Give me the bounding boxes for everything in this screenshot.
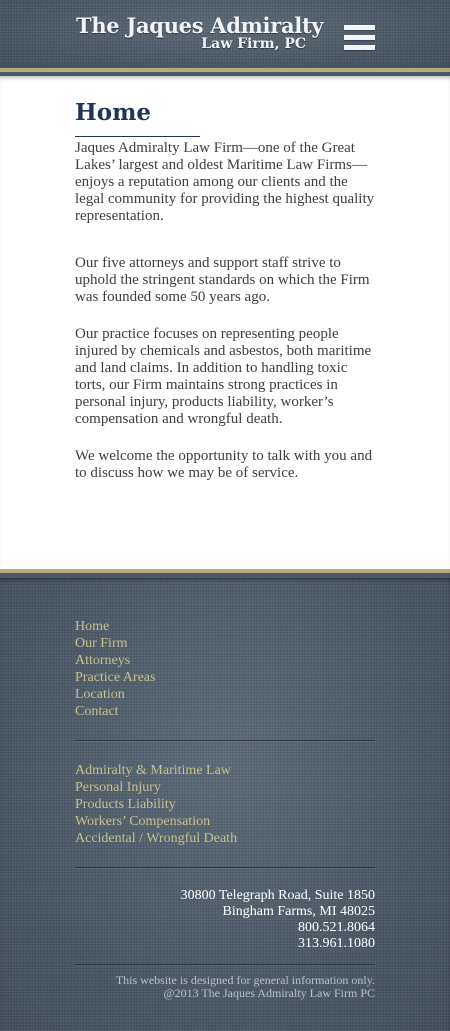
phone-local[interactable]: 313.961.1080 [298,936,375,951]
footer-link-contact[interactable]: Contact [75,704,119,719]
logo-line1: The Jaques Admiralty [76,13,324,38]
header-gold-divider [0,68,450,72]
footer-link-location[interactable]: Location [75,687,125,702]
footer-link-attorneys[interactable]: Attorneys [75,653,131,668]
footer-link-workers-compensation[interactable]: Workers’ Compensation [75,814,211,829]
phone-tollfree[interactable]: 800.521.8064 [298,920,375,935]
page-title: Home [75,99,152,126]
main-content [0,76,450,569]
footer-divider [75,964,375,965]
title-underline [75,136,200,137]
practice-paragraph: Our practice focuses on representing people injured by chemicals and asbestos, both maritime and land claims. In addition to handling toxic torts, our Firm maintains strong practices in personal injury, products liability, worker’s compensation and wrongful death. [75,326,372,427]
copyright-text: @2013 The Jaques Admiralty Law Firm PC [163,986,375,1000]
footer-link-wrongful-death[interactable]: Accidental / Wrongful Death [75,831,238,846]
footer-practice-links [75,762,375,847]
site-header [0,0,450,68]
disclaimer-text: This website is designed for general information only. [115,973,375,987]
footer-link-our-firm[interactable]: Our Firm [75,636,128,651]
site-footer [0,578,450,1031]
footer-link-practice-areas[interactable]: Practice Areas [75,670,156,685]
staff-paragraph: Our five attorneys and support staff strive to uphold the stringent standards on which the Firm was founded some 50 years ago. [75,255,370,305]
footer-divider [75,740,375,741]
footer-link-products-liability[interactable]: Products Liability [75,797,176,812]
footer-disclaimer [75,974,375,1000]
footer-nav [75,618,375,720]
intro-paragraph: Jaques Admiralty Law Firm—one of the Great Lakes’ largest and oldest Maritime Law Firms—enjoys a reputation among our clients and the legal community for providing the highest quality representation. [75,140,375,224]
footer-divider [75,867,375,868]
footer-link-home[interactable]: Home [75,619,110,634]
footer-link-personal-injury[interactable]: Personal Injury [75,780,161,795]
site-logo[interactable] [76,13,324,52]
welcome-paragraph: We welcome the opportunity to talk with you and to discuss how we may be of service. [75,448,373,481]
logo-line2: Law Firm, PC [201,36,306,52]
footer-address [75,888,375,952]
address-city: Bingham Farms, MI 48025 [222,904,375,919]
address-street: 30800 Telegraph Road, Suite 1850 [180,888,375,903]
footer-link-admiralty-maritime[interactable]: Admiralty & Maritime Law [75,763,231,778]
hamburger-menu-icon[interactable] [342,24,376,52]
footer-gold-divider [0,569,450,573]
